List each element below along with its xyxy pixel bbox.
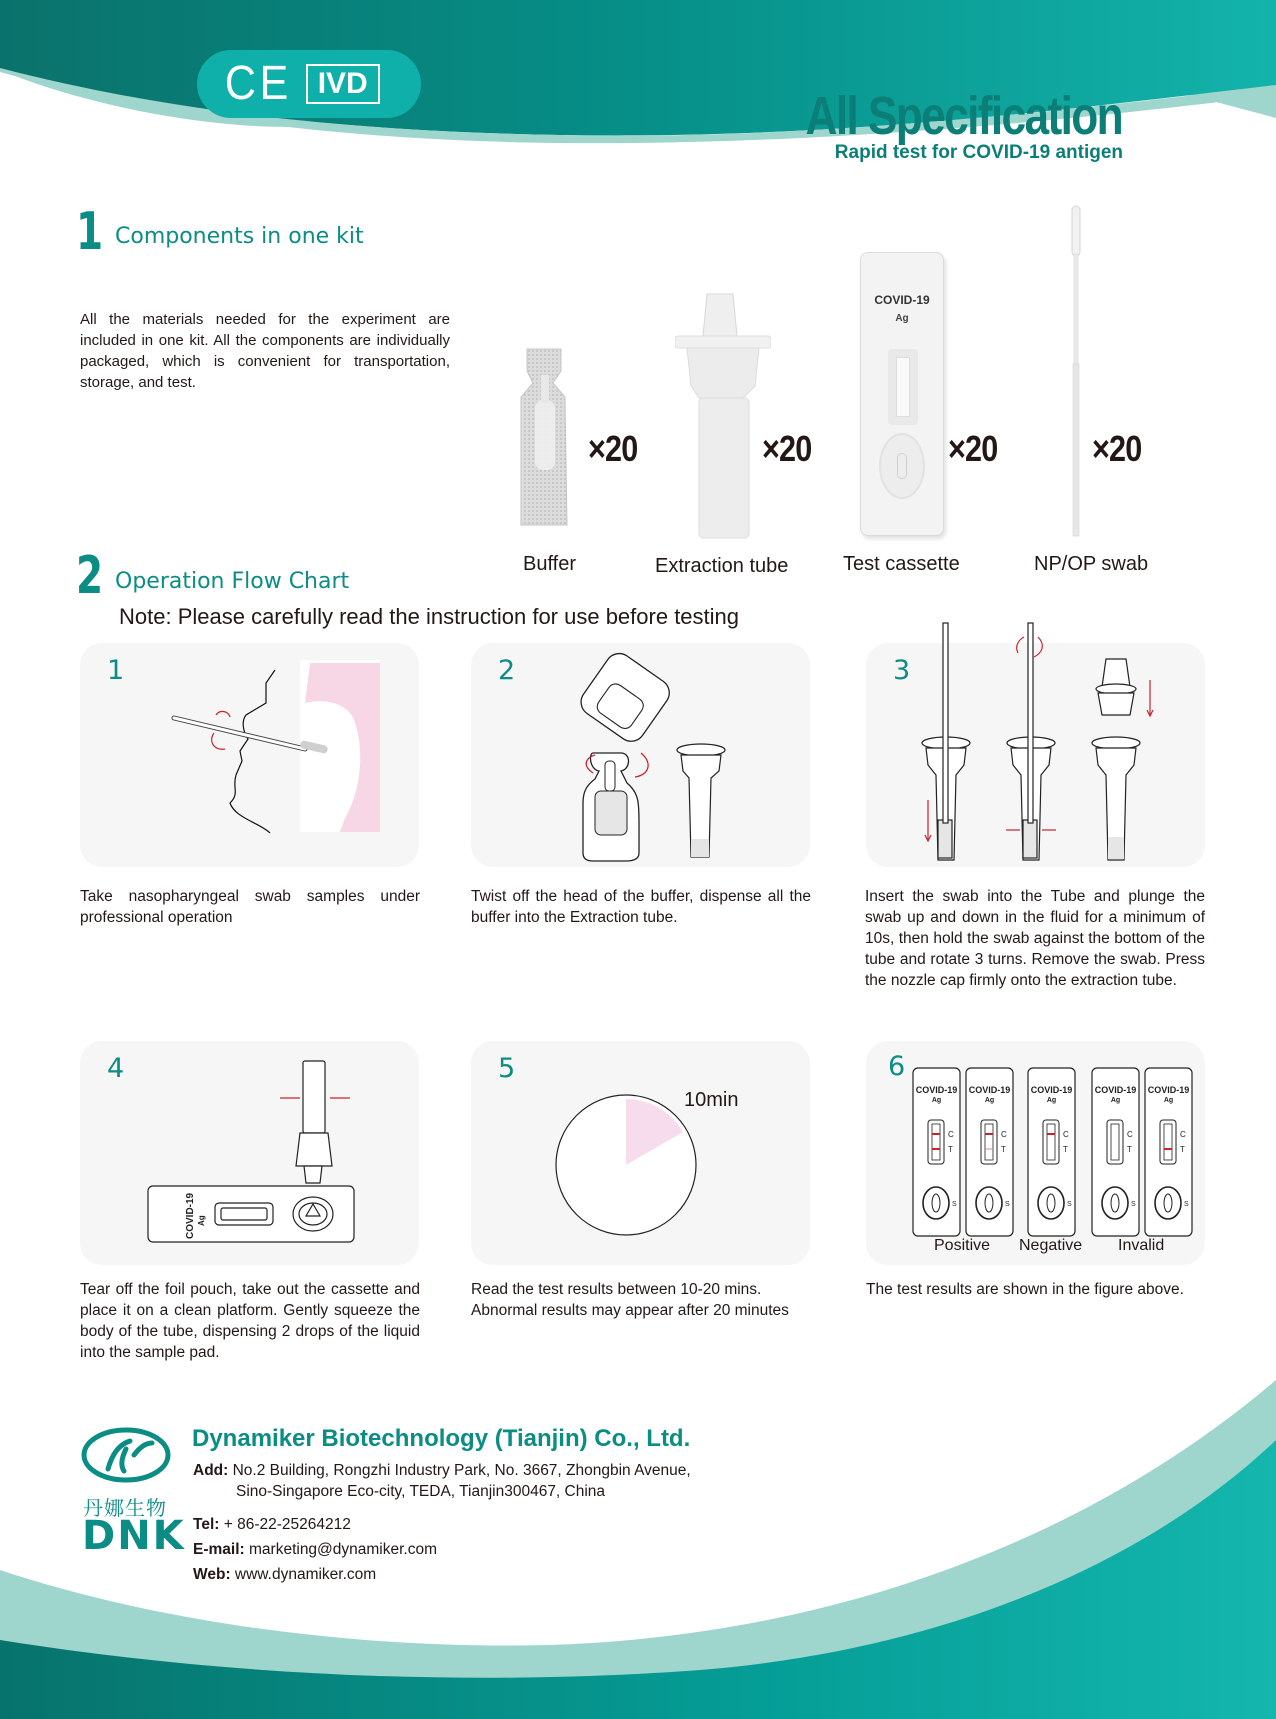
buffer-ampoule-icon <box>515 345 575 530</box>
address-line-1: No.2 Building, Rongzhi Industry Park, No. 3667, Zhongbin Avenue, <box>232 1462 691 1479</box>
svg-text:Ag: Ag <box>931 1097 942 1104</box>
ce-mark-icon: CE <box>224 57 292 110</box>
tel-value: + 86-22-25264212 <box>223 1516 351 1533</box>
cassette-sublabel: Ag <box>895 313 909 324</box>
section-2-number: 2 <box>76 546 104 606</box>
timer-illustration <box>471 1041 810 1265</box>
step-4-text: Tear off the foil pouch, take out the cassette and place it on a clean platform. Gently squeeze the body of the tube, dispensing 2 drops of the liquid into the sample pad. <box>80 1281 420 1361</box>
instruction-note: Note: Please carefully read the instruction for use before testing <box>119 604 740 629</box>
extraction-tube-quantity: ×20 <box>762 428 812 469</box>
tel-block <box>193 1516 351 1534</box>
email-label: E-mail: <box>193 1541 245 1558</box>
step-6-text: The test results are shown in the figure above. <box>866 1281 1184 1298</box>
sample-drop-illustration <box>80 1041 419 1265</box>
svg-text:COVID-19: COVID-19 <box>1030 1085 1073 1095</box>
test-cassette-label: Test cassette <box>843 553 960 575</box>
timer-label: 10min <box>684 1089 739 1111</box>
svg-text:T: T <box>1001 1145 1006 1154</box>
nasal-swab-illustration <box>80 643 419 867</box>
svg-text:C: C <box>1127 1130 1133 1139</box>
buffer-label: Buffer <box>523 553 576 575</box>
svg-text:C: C <box>948 1130 954 1139</box>
email-block <box>193 1541 437 1559</box>
section-1-number: 1 <box>76 202 104 262</box>
cassette-label: COVID-19 <box>874 293 930 307</box>
step-5-text: Read the test results between 10-20 mins. Abnormal results may appear after 20 minutes <box>471 1281 789 1319</box>
swab-icon <box>1066 204 1086 540</box>
svg-text:S: S <box>952 1201 957 1208</box>
test-cassette-quantity: ×20 <box>948 428 998 469</box>
page-subtitle: Rapid test for COVID-19 antigen <box>834 142 1123 163</box>
step-1-text: Take nasopharyngeal swab samples under professional operation <box>80 888 420 926</box>
web-block <box>193 1566 376 1584</box>
svg-text:Ag: Ag <box>1046 1097 1057 1104</box>
tel-label: Tel: <box>193 1516 220 1533</box>
swab-label: NP/OP swab <box>1034 553 1149 575</box>
svg-text:S: S <box>1131 1201 1136 1208</box>
svg-text:Ag: Ag <box>1163 1097 1174 1104</box>
svg-text:C: C <box>1180 1130 1186 1139</box>
address-label: Add: <box>193 1462 229 1479</box>
step-6-card <box>866 1041 1205 1265</box>
buffer-quantity: ×20 <box>588 428 638 469</box>
step-3-text: Insert the swab into the Tube and plunge the swab up and down in the fluid for a minimum of 10s, then hold the swab against the bottom of the tube and rotate 3 turns. Remove the swab. Press the nozzle cap firmly onto the extraction tube. <box>865 888 1205 989</box>
svg-text:C: C <box>1063 1130 1069 1139</box>
email-link[interactable]: marketing@dynamiker.com <box>249 1541 438 1558</box>
svg-text:Ag: Ag <box>984 1097 995 1104</box>
swab-insert-illustration <box>866 615 1205 867</box>
web-label: Web: <box>193 1566 231 1583</box>
swab-quantity: ×20 <box>1092 428 1142 469</box>
result-invalid-label: Invalid <box>1118 1237 1165 1254</box>
svg-text:S: S <box>1005 1201 1010 1208</box>
section-1-description: All the materials needed for the experiment are included in one kit. All the components are individually packaged, which is convenient for transportation, storage, and test. <box>80 311 450 391</box>
cassette-label: COVID-19 <box>185 1192 196 1239</box>
extraction-tube-label: Extraction tube <box>655 555 789 577</box>
svg-text:COVID-19: COVID-19 <box>968 1085 1011 1095</box>
page-title: All Specification <box>805 86 1122 146</box>
logo-chinese-text: 丹娜生物 <box>83 1496 167 1520</box>
step-2-card <box>471 643 810 867</box>
extraction-tube-icon <box>675 288 771 543</box>
svg-text:Ag: Ag <box>1110 1097 1121 1104</box>
svg-text:T: T <box>1180 1145 1185 1154</box>
step-2-number: 2 <box>498 655 516 686</box>
section-1-title: Components in one kit <box>115 224 364 249</box>
svg-text:S: S <box>1184 1201 1189 1208</box>
svg-text:S: S <box>1067 1201 1072 1208</box>
svg-text:T: T <box>948 1145 953 1154</box>
section-2-title: Operation Flow Chart <box>115 569 350 594</box>
svg-text:C: C <box>1001 1130 1007 1139</box>
certification-badge <box>197 50 421 118</box>
company-name: Dynamiker Biotechnology (Tianjin) Co., Ltd. <box>192 1425 691 1452</box>
result-positive-label: Positive <box>934 1237 991 1254</box>
step-4-card <box>80 1041 419 1265</box>
buffer-dispense-illustration <box>471 643 810 867</box>
svg-text:COVID-19: COVID-19 <box>1094 1085 1137 1095</box>
web-link[interactable]: www.dynamiker.com <box>234 1566 377 1583</box>
address-line-2: Sino-Singapore Eco-city, TEDA, Tianjin300467, China <box>236 1483 606 1500</box>
step-6-number: 6 <box>888 1051 906 1082</box>
step-5-card <box>471 1041 810 1265</box>
svg-text:COVID-19: COVID-19 <box>915 1085 958 1095</box>
svg-text:Ag: Ag <box>197 1215 206 1226</box>
logo-dnk-text: DNK <box>82 1513 186 1559</box>
svg-text:T: T <box>1127 1145 1132 1154</box>
step-3-number: 3 <box>893 655 911 686</box>
step-4-number: 4 <box>107 1053 125 1084</box>
step-1-number: 1 <box>107 655 125 686</box>
step-2-text: Twist off the head of the buffer, dispense all the buffer into the Extraction tube. <box>471 888 811 926</box>
result-negative-label: Negative <box>1019 1237 1083 1254</box>
test-cassette-icon <box>860 252 944 536</box>
svg-text:COVID-19: COVID-19 <box>1147 1085 1190 1095</box>
ivd-mark: IVD <box>306 64 380 104</box>
address-block <box>193 1462 691 1480</box>
step-1-card <box>80 643 419 867</box>
company-logo-icon <box>80 1425 172 1485</box>
svg-text:T: T <box>1063 1145 1068 1154</box>
step-5-number: 5 <box>498 1053 516 1084</box>
